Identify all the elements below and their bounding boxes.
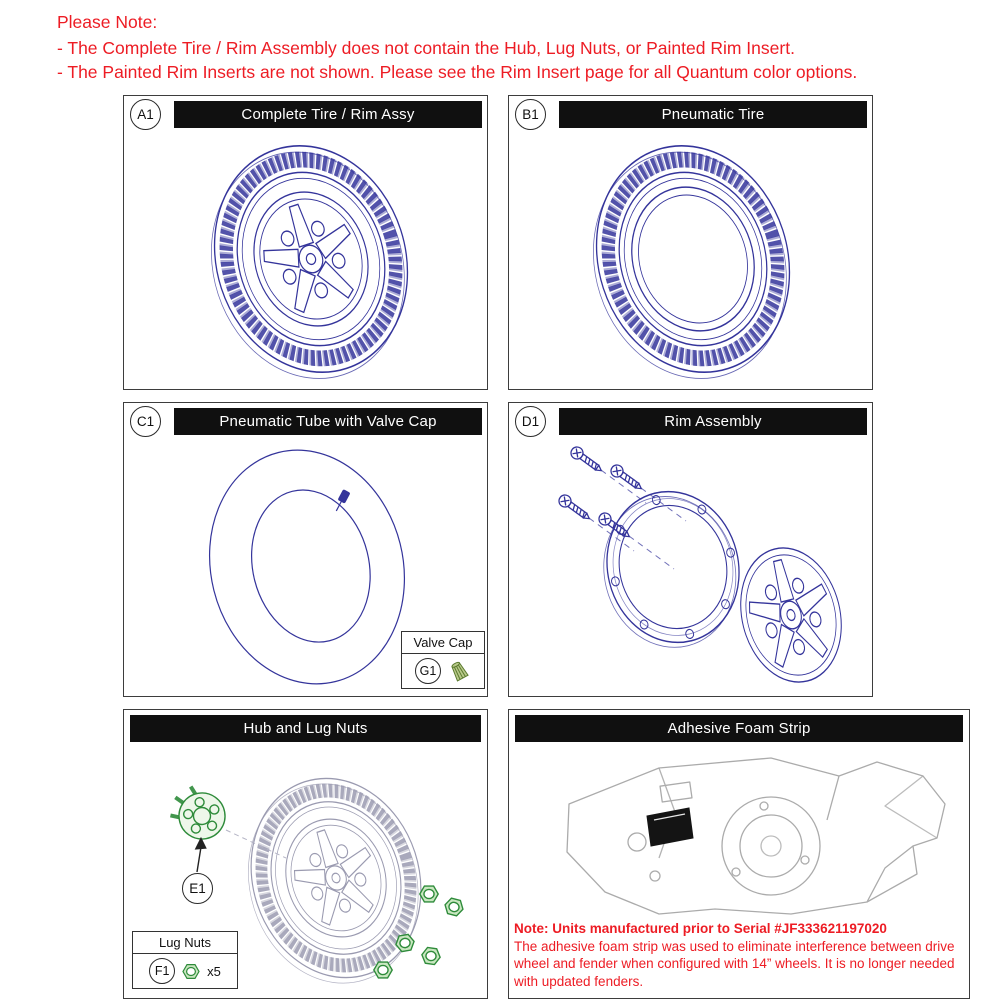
panel-pneumatic-tire: [508, 95, 873, 390]
badge-e1: E1: [182, 873, 213, 904]
panel-complete-tire-rim-assy: [123, 95, 488, 390]
lug-nuts-qty: x5: [207, 963, 221, 979]
page-note-title: Please Note:: [57, 12, 158, 32]
badge-b1: B1: [515, 99, 546, 130]
panel-title-tube: Pneumatic Tube with Valve Cap: [174, 408, 482, 435]
page-note-line-2: - The Painted Rim Inserts are not shown. Please see the Rim Insert page for all Quantum color options.: [57, 62, 858, 82]
page-note-line-1: - The Complete Tire / Rim Assembly does not contain the Hub, Lug Nuts, or Painted Rim Insert.: [57, 38, 795, 58]
lug-nuts-box: [132, 931, 238, 989]
rim-assembly-exploded-drawing: [509, 439, 874, 698]
pneumatic-tire-drawing: [509, 132, 874, 391]
valve-cap-icon: [447, 658, 471, 684]
page-note: [57, 10, 857, 84]
lug-nuts-label: Lug Nuts: [133, 932, 237, 954]
badge-d1: D1: [515, 406, 546, 437]
foam-strip-highlight: [647, 808, 693, 846]
panel-hub-and-lug-nuts: [123, 709, 488, 999]
badge-a1: A1: [130, 99, 161, 130]
panel-title-complete-assy: Complete Tire / Rim Assy: [174, 101, 482, 128]
panel-title-hub: Hub and Lug Nuts: [130, 715, 481, 742]
panel-title-foam: Adhesive Foam Strip: [515, 715, 963, 742]
foam-strip-fender-drawing: [509, 746, 969, 918]
badge-c1: C1: [130, 406, 161, 437]
foam-note-serial: Note: Units manufactured prior to Serial #JF333621197020: [514, 921, 887, 936]
badge-g1: G1: [415, 658, 441, 684]
lug-nut-icon: [181, 963, 201, 980]
foam-strip-note: [514, 920, 966, 990]
panel-adhesive-foam-strip: [508, 709, 970, 999]
badge-f1: F1: [149, 958, 175, 984]
panel-title-rim-assembly: Rim Assembly: [559, 408, 867, 435]
panel-pneumatic-tube: [123, 402, 488, 697]
panel-rim-assembly: [508, 402, 873, 697]
valve-cap-box: [401, 631, 485, 689]
e1-callout-arrow: [196, 838, 207, 872]
panel-title-pneumatic-tire: Pneumatic Tire: [559, 101, 867, 128]
foam-note-body: The adhesive foam strip was used to eliminate interference between drive wheel and fender when configured with 14” wheels. It is no longer needed with updated fenders.: [514, 938, 955, 989]
complete-tire-rim-drawing: [124, 132, 489, 391]
valve-cap-label: Valve Cap: [402, 632, 484, 654]
